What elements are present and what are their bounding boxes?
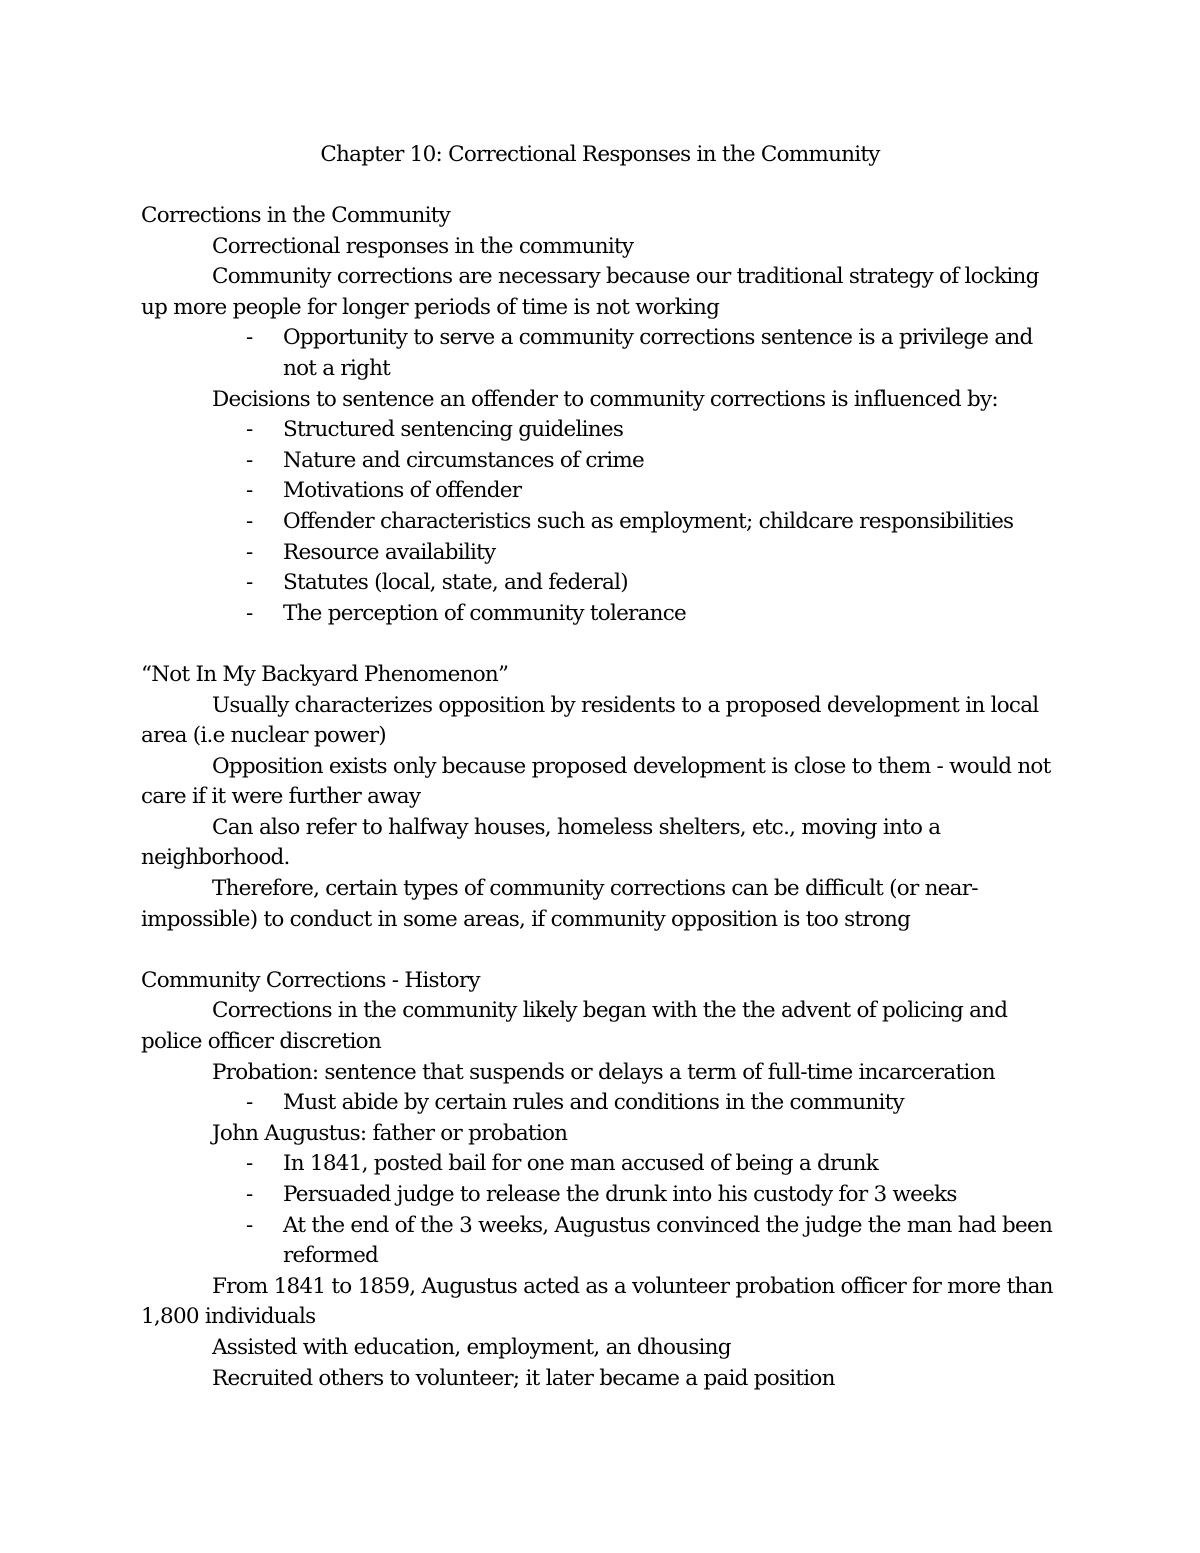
text-line: Recruited others to volunteer; it later became a paid position	[212, 1365, 835, 1391]
text-line: Decisions to sentence an offender to community corrections is influenced by:	[212, 386, 998, 412]
paragraph: From 1841 to 1859, Augustus acted as a volunteer probation officer for more than 1,800 individuals	[141, 1273, 1053, 1330]
list-item: - Motivations of offender	[283, 476, 1061, 507]
paragraph: Community corrections are necessary because our traditional strategy of locking up more people for longer periods of time is not working	[141, 264, 1039, 320]
dash-list	[141, 1149, 1061, 1271]
spacer	[141, 935, 1061, 966]
section-heading-corrections-in-community: Corrections in the Community	[141, 203, 451, 228]
dash-list	[141, 415, 1061, 629]
paragraph: Usually characterizes opposition by residents to a proposed development in local area (i.e nuclear power)	[141, 692, 1039, 749]
list-item: - Structured sentencing guidelines	[283, 415, 1061, 446]
list-item: - At the end of the 3 weeks, Augustus convinced the judge the man had been reformed	[283, 1211, 1058, 1272]
text-line: John Augustus: father or probation	[212, 1120, 568, 1146]
list-item: - Persuaded judge to release the drunk into his custody for 3 weeks	[283, 1180, 1061, 1211]
section-heading-history: Community Corrections - History	[141, 967, 480, 993]
paragraph: Opposition exists only because proposed development is close to them - would not care if it were further away	[141, 753, 1051, 810]
paragraph: Therefore, certain types of community corrections can be difficult (or near-impossible) to conduct in some areas, if community opposition is too strong	[141, 876, 978, 932]
list-item: - Resource availability	[283, 538, 1061, 569]
paragraph: Can also refer to halfway houses, homeless shelters, etc., moving into a neighborhood.	[141, 814, 941, 871]
document-body	[141, 201, 1061, 1394]
dash-list	[141, 1088, 1061, 1119]
list-item: - Must abide by certain rules and conditions in the community	[283, 1088, 1061, 1119]
list-item: - In 1841, posted bail for one man accused of being a drunk	[283, 1149, 1061, 1180]
paragraph: Corrections in the community likely began with the the advent of policing and police officer discretion	[141, 998, 1008, 1055]
section-heading-nimby: “Not In My Backyard Phenomenon”	[141, 661, 509, 687]
page-title: Chapter 10: Correctional Responses in the Community	[320, 142, 880, 167]
list-item: - The perception of community tolerance	[283, 599, 1061, 630]
list-item: - Offender characteristics such as employment; childcare responsibilities	[283, 507, 1061, 538]
list-item: - Statutes (local, state, and federal)	[283, 568, 1061, 599]
list-item: - Opportunity to serve a community corrections sentence is a privilege and not a right	[283, 323, 1053, 384]
list-item: - Nature and circumstances of crime	[283, 446, 1061, 477]
text-line: Correctional responses in the community	[212, 233, 634, 259]
text-line: Assisted with education, employment, an dhousing	[212, 1334, 731, 1360]
dash-list	[141, 323, 1061, 384]
text-line: Probation: sentence that suspends or delays a term of full-time incarceration	[212, 1059, 995, 1085]
spacer	[141, 629, 1061, 660]
